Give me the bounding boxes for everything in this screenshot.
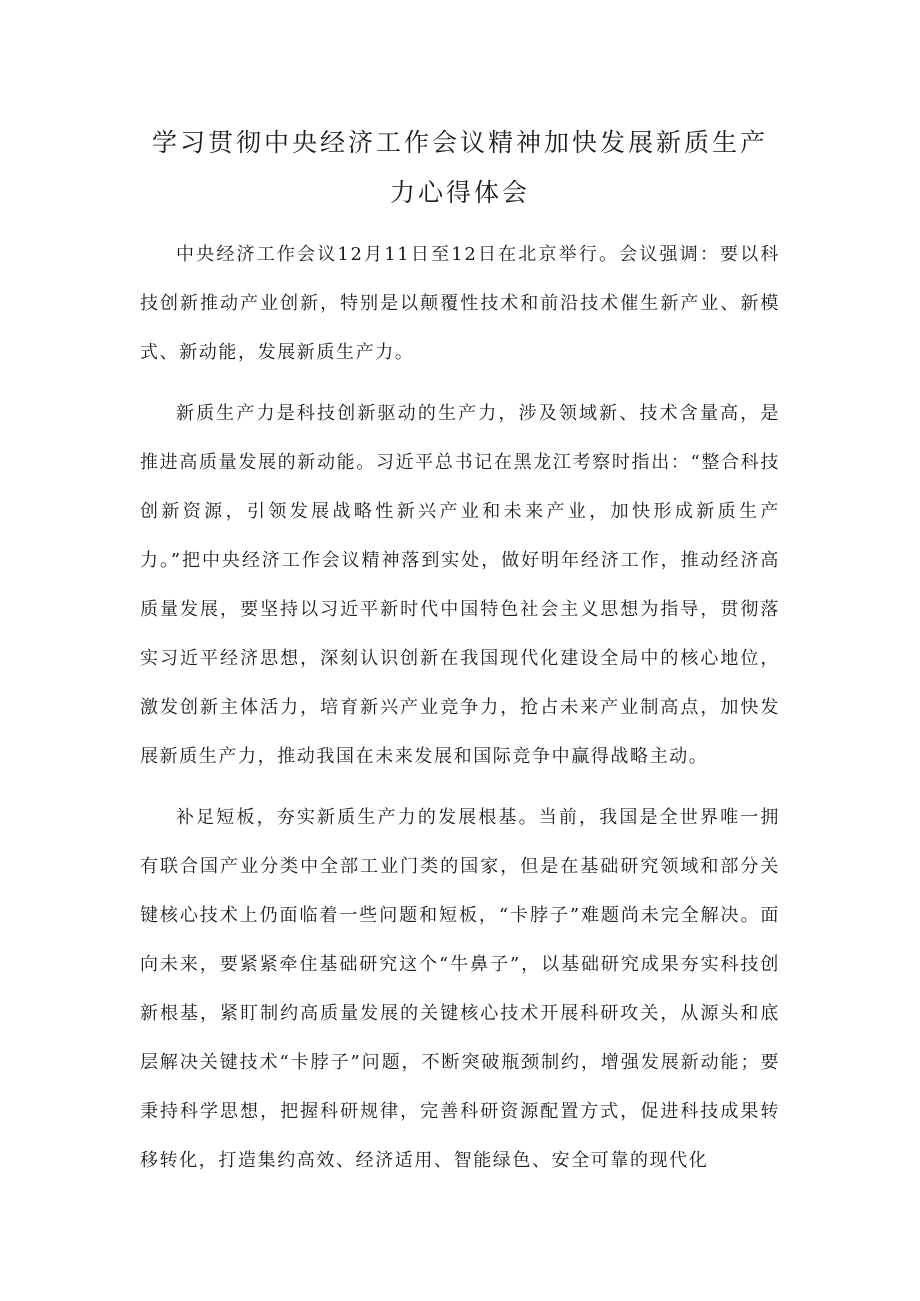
paragraph-3: 补足短板，夯实新质生产力的发展根基。当前，我国是全世界唯一拥有联合国产业分类中全部工业门类的国家，但是在基础研究领域和部分关键核心技术上仍面临着一些问题和短板，“卡脖子”难题尚未完全解决。面向未来，要紧紧牵住基础研究这个“牛鼻子”，以基础研究成果夯实科技创新根基，紧盯制约高质量发展的关键核心技术开展科研攻关，从源头和底层解决关键技术“卡脖子”问题，不断突破瓶颈制约，增强发展新动能；要秉持科学思想，把握科研规律，完善科研资源配置方式，促进科技成果转移转化，打造集约高效、经济适用、智能绿色、安全可靠的现代化 bbox=[140, 807, 780, 1171]
paragraph-1: 中央经济工作会议12月11日至12日在北京举行。会议强调：要以科技创新推动产业创新，特别是以颠覆性技术和前沿技术催生新产业、新模式、新动能，发展新质生产力。 bbox=[140, 244, 780, 363]
document-title: 学习贯彻中央经济工作会议精神加快发展新质生产力心得体会 bbox=[151, 128, 768, 207]
paragraph-2: 新质生产力是科技创新驱动的生产力，涉及领域新、技术含量高，是推进高质量发展的新动能。习近平总书记在黑龙江考察时指出：“整合科技创新资源，引领发展战略性新兴产业和未来产业，加快形成新质生产力。”把中央经济工作会议精神落到实处，做好明年经济工作，推动经济高质量发展，要坚持以习近平新时代中国特色社会主义思想为指导，贯彻落实习近平经济思想，深刻认识创新在我国现代化建设全局中的核心地位，激发创新主体活力，培育新兴产业竞争力，抢占未来产业制高点，加快发展新质生产力，推动我国在未来发展和国际竞争中赢得战略主动。 bbox=[140, 403, 780, 767]
